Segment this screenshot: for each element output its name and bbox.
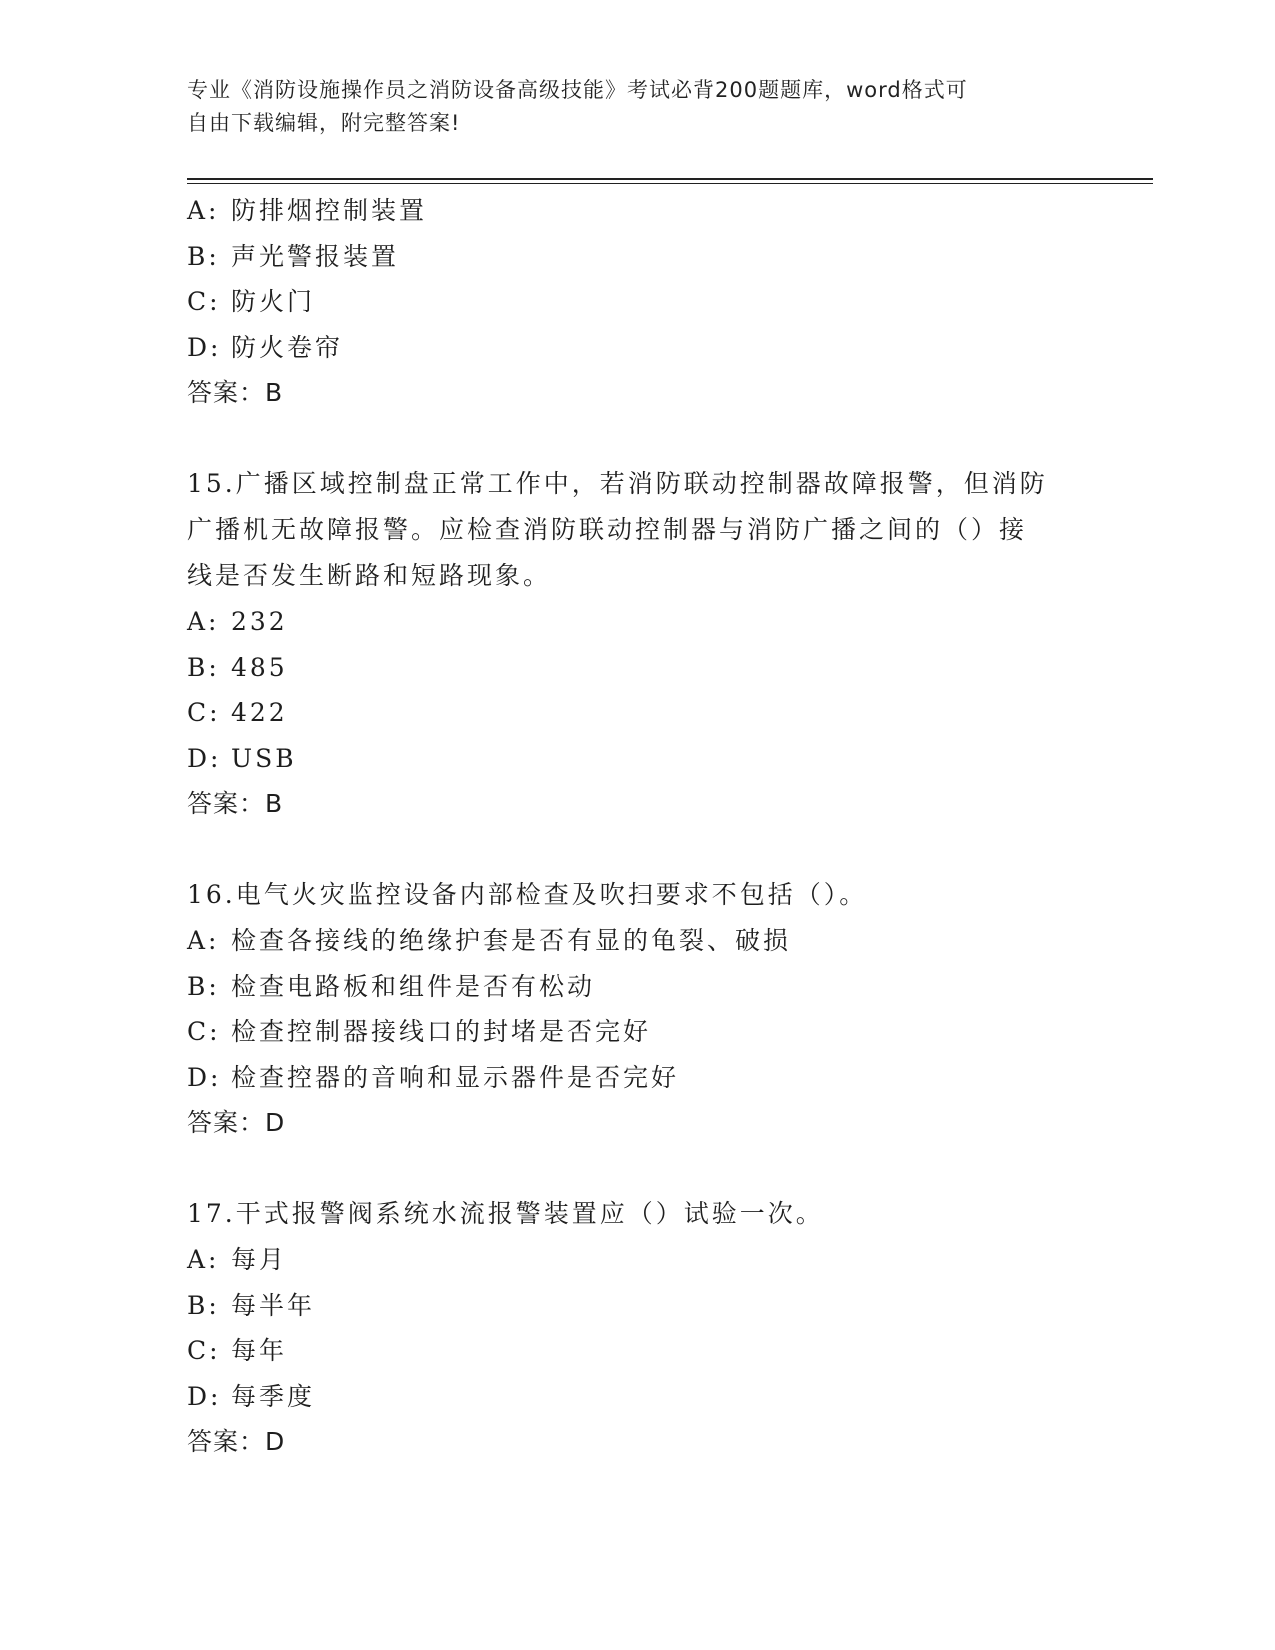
option-d (187, 1055, 1087, 1101)
answer-line: 答案：D (187, 1427, 286, 1456)
question-stem: 线是否发生断路和短路现象。 (187, 561, 552, 590)
option-text: 防火门 (231, 287, 316, 316)
option-text: 检查各接线的绝缘护套是否有显的龟裂、破损 (231, 926, 792, 955)
prev-question-block (187, 188, 1087, 415)
option-a (187, 188, 1087, 234)
option-d (187, 736, 1087, 782)
option-a (187, 599, 1087, 645)
option-text: USB (231, 743, 297, 773)
option-key: A: (187, 926, 220, 955)
question-stem: 15.广播区域控制盘正常工作中，若消防联动控制器故障报警，但消防 (187, 469, 1048, 498)
option-key: C: (187, 1336, 221, 1365)
option-key: D: (187, 1381, 222, 1411)
answer-line: 答案：D (187, 1108, 286, 1137)
option-text: 485 (231, 652, 288, 682)
option-b (187, 964, 1087, 1010)
question-stem: 广播机无故障报警。应检查消防联动控制器与消防广播之间的（）接 (187, 515, 1028, 544)
option-key: B: (187, 1290, 220, 1320)
question-stem: 16.电气火灾监控设备内部检查及吹扫要求不包括（）。 (187, 880, 868, 909)
option-key: A: (187, 1245, 220, 1274)
question-stem: 17.干式报警阀系统水流报警装置应（）试验一次。 (187, 1199, 824, 1228)
option-c (187, 279, 1087, 325)
document-header (187, 74, 1067, 140)
option-d (187, 325, 1087, 371)
header-rule-thick (187, 178, 1153, 180)
option-text: 防排烟控制装置 (231, 196, 428, 225)
option-b (187, 1283, 1087, 1329)
question-17-block (187, 1191, 1087, 1464)
spacer (187, 826, 1087, 872)
option-text: 每月 (231, 1245, 288, 1274)
header-rule-thin (187, 183, 1153, 184)
header-line-2: 自由下载编辑，附完整答案! (187, 111, 461, 135)
option-key: C: (187, 698, 221, 727)
option-d (187, 1374, 1087, 1420)
option-a (187, 918, 1087, 964)
option-text: 检查控制器接线口的封堵是否完好 (231, 1017, 652, 1046)
option-text: 检查控器的音响和显示器件是否完好 (231, 1062, 680, 1092)
option-key: B: (187, 971, 220, 1001)
option-c (187, 690, 1087, 736)
option-key: C: (187, 1017, 221, 1046)
option-text: 每季度 (231, 1381, 316, 1411)
option-c (187, 1009, 1087, 1055)
answer-line: 答案：B (187, 378, 284, 407)
header-line-1: 专业《消防设施操作员之消防设备高级技能》考试必背200题题库，word格式可 (187, 78, 968, 102)
option-b (187, 645, 1087, 691)
option-key: B: (187, 241, 220, 271)
option-text: 每半年 (231, 1290, 316, 1320)
option-c (187, 1328, 1087, 1374)
option-key: B: (187, 652, 220, 682)
option-key: A: (187, 196, 220, 225)
option-text: 检查电路板和组件是否有松动 (231, 971, 596, 1001)
option-text: 防火卷帘 (231, 332, 344, 362)
option-b (187, 234, 1087, 280)
question-content (187, 188, 1087, 1464)
question-16-block (187, 872, 1087, 1145)
option-text: 每年 (231, 1336, 288, 1365)
option-text: 声光警报装置 (231, 241, 400, 271)
option-key: D: (187, 743, 222, 773)
question-15-block (187, 461, 1087, 826)
option-key: C: (187, 287, 221, 316)
option-text: 232 (231, 607, 288, 636)
option-key: D: (187, 1062, 222, 1092)
option-key: D: (187, 332, 222, 362)
option-text: 422 (231, 698, 288, 727)
spacer (187, 415, 1087, 461)
option-a (187, 1237, 1087, 1283)
answer-line: 答案：B (187, 789, 284, 818)
spacer (187, 1145, 1087, 1191)
option-key: A: (187, 607, 220, 636)
